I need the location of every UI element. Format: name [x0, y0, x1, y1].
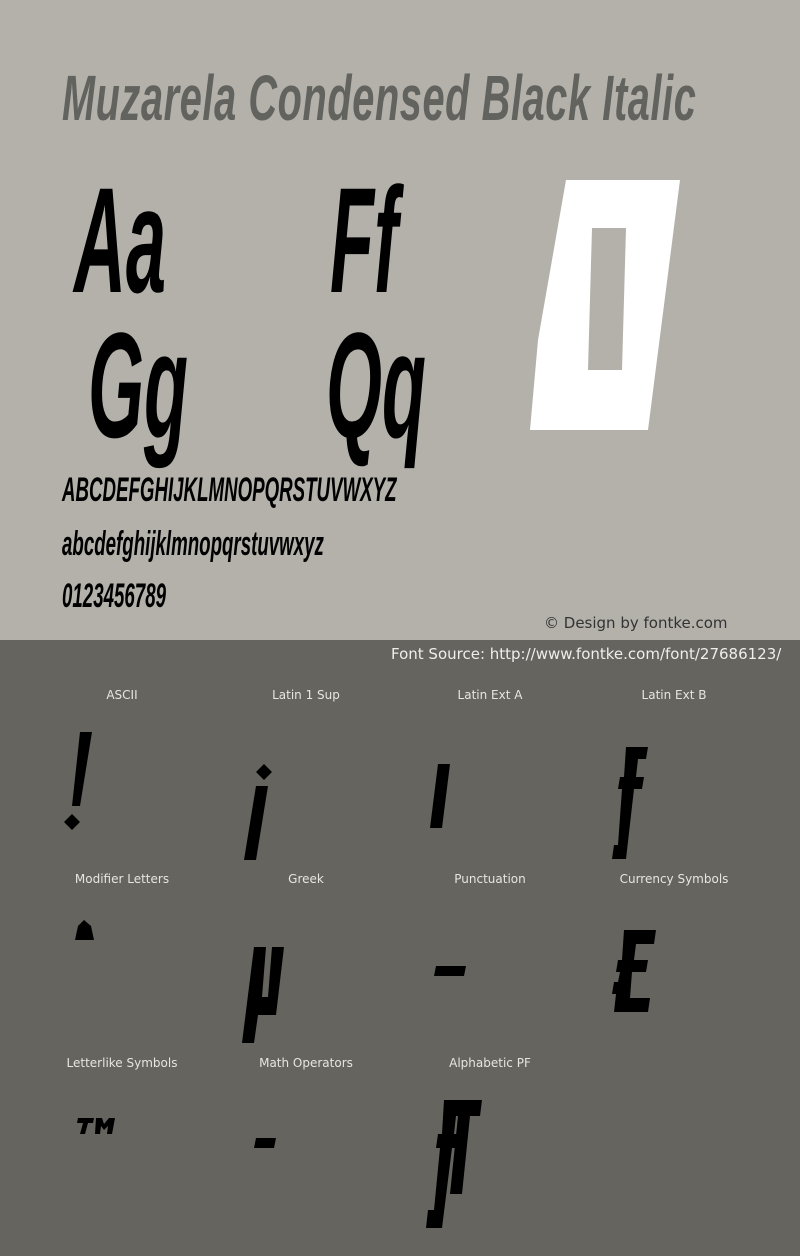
glyph-categories-panel — [0, 640, 800, 1256]
glyph-exclamation — [60, 730, 100, 834]
glyph-fi-ligature — [424, 1098, 484, 1230]
category-label-latin-ext-b: Latin Ext B — [641, 688, 707, 702]
glyph-greek-mu — [240, 945, 290, 1045]
specimen-pair-ff: Ff — [330, 156, 398, 324]
specimen-digits: 0123456789 — [62, 577, 167, 615]
glyph-latin-ext-b — [610, 745, 650, 861]
big-glyph-shape — [530, 180, 680, 430]
category-label-currency-symbols: Currency Symbols — [619, 872, 729, 886]
glyph-inverted-exclamation — [240, 762, 280, 864]
specimen-pair-qq: Qq — [326, 301, 426, 469]
glyph-euro-sign — [612, 928, 658, 1014]
category-label-latin-ext-a: Latin Ext A — [457, 688, 523, 702]
category-label-ascii: ASCII — [106, 688, 138, 702]
specimen-pair-gg: Gg — [88, 301, 188, 469]
font-title — [62, 58, 762, 138]
category-label-modifier-letters: Modifier Letters — [74, 872, 170, 886]
glyph-en-dash — [434, 964, 468, 978]
category-label-alphabetic-pf: Alphabetic PF — [449, 1056, 531, 1070]
category-label-latin-1-sup: Latin 1 Sup — [272, 688, 340, 702]
specimen-uppercase: ABCDEFGHIJKLMNOPQRSTUVWXYZ — [62, 471, 397, 509]
category-label-letterlike-symbols: Letterlike Symbols — [66, 1056, 178, 1070]
font-source-link[interactable]: Font Source: http://www.fontke.com/font/27686123/ — [391, 645, 782, 663]
glyph-trademark — [76, 1116, 116, 1136]
glyph-modifier-letter — [72, 920, 96, 942]
category-label-punctuation: Punctuation — [454, 872, 526, 886]
category-label-math-operators: Math Operators — [259, 1056, 353, 1070]
specimen-lowercase: abcdefghijklmnopqrstuvwxyz — [62, 525, 324, 563]
big-glyph-preview — [530, 180, 680, 430]
glyph-dotless-i — [428, 762, 454, 830]
category-label-greek: Greek — [288, 872, 324, 886]
design-credit: © Design by fontke.com — [544, 614, 728, 632]
glyph-minus-sign — [252, 1136, 278, 1150]
font-title-text: Muzarela Condensed Black Italic — [62, 62, 697, 134]
specimen-pair-aa: Aa — [74, 156, 167, 324]
